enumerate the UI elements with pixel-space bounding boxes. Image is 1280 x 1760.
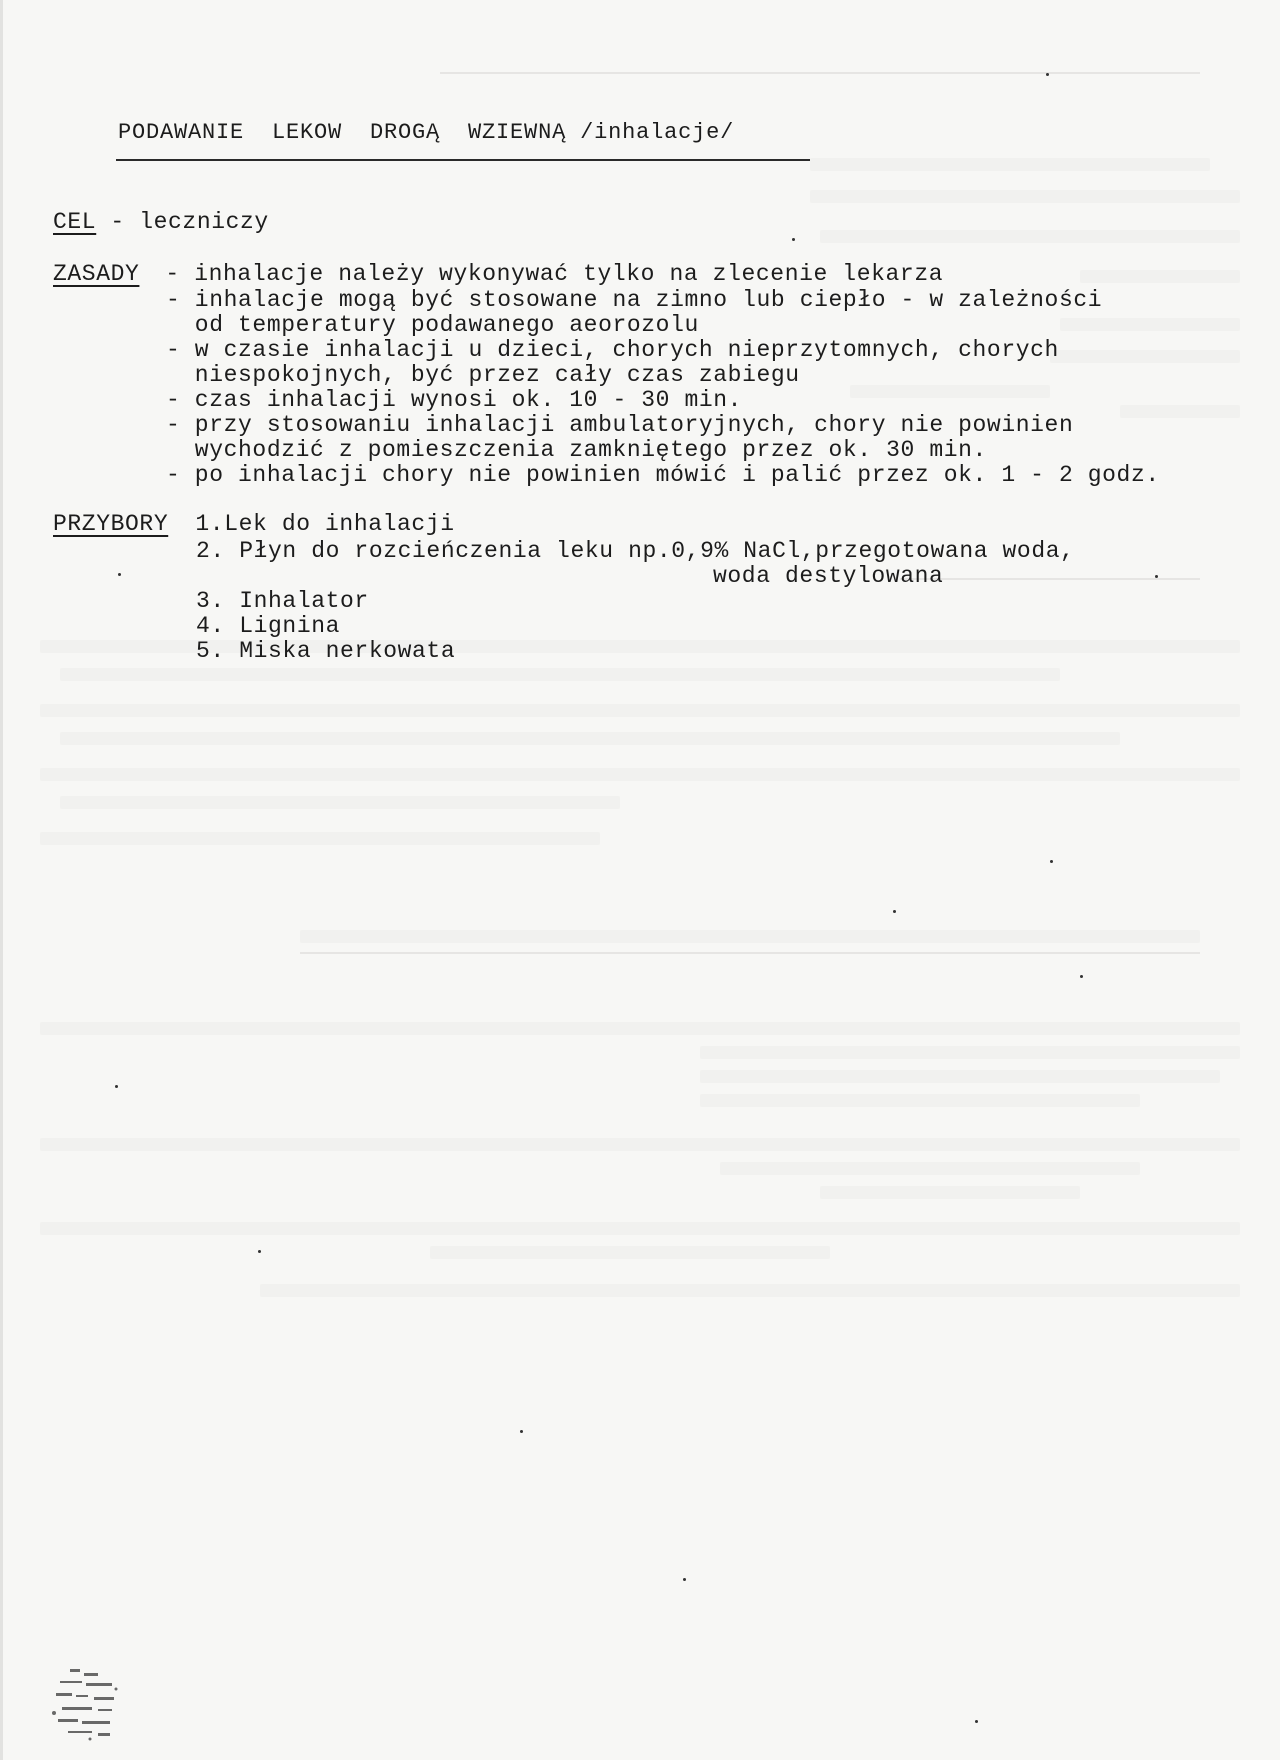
przybory-item: 5. Miska nerkowata (196, 638, 456, 664)
zasady-line: - czas inhalacji wynosi ok. 10 - 30 min. (166, 387, 743, 413)
przybory-item: 1.Lek do inhalacji (181, 511, 455, 537)
cel-label: CEL (53, 209, 97, 235)
corner-smudge-icon (50, 1665, 125, 1745)
title-underline (116, 159, 810, 161)
zasady-line: - inhalacje należy wykonywać tylko na zlecenie lekarza (151, 261, 944, 287)
zasady-line: niespokojnych, być przez cały czas zabiegu (166, 362, 800, 388)
cel-text: - leczniczy (96, 209, 269, 235)
przybory-item: 2. Płyn do rozcieńczenia leku np.0,9% NaCl,przegotowana woda, (196, 538, 1075, 564)
przybory-item: 3. Inhalator (196, 588, 369, 614)
zasady-line: - inhalacje mogą być stosowane na zimno lub ciepło - w zależności (166, 287, 1103, 313)
przybory-item-continuation: woda destylowana (713, 563, 944, 589)
zasady-line: - przy stosowaniu inhalacji ambulatoryjnych, chory nie powinien (166, 412, 1074, 438)
document-title: PODAWANIE LEKOW DROGĄ WZIEWNĄ /inhalacje/ (118, 120, 735, 145)
zasady-line: - po inhalacji chory nie powinien mówić i palić przez ok. 1 - 2 godz. (166, 462, 1160, 488)
zasady-label: ZASADY (53, 261, 140, 287)
zasady-line: - w czasie inhalacji u dzieci, chorych nieprzytomnych, chorych (166, 337, 1059, 363)
przybory-label: PRZYBORY (53, 511, 169, 537)
page-edge (0, 0, 3, 1760)
zasady-line: od temperatury podawanego aeorozolu (166, 312, 699, 338)
przybory-item: 4. Lignina (196, 613, 341, 639)
zasady-line: wychodzić z pomieszczenia zamkniętego przez ok. 30 min. (166, 437, 987, 463)
